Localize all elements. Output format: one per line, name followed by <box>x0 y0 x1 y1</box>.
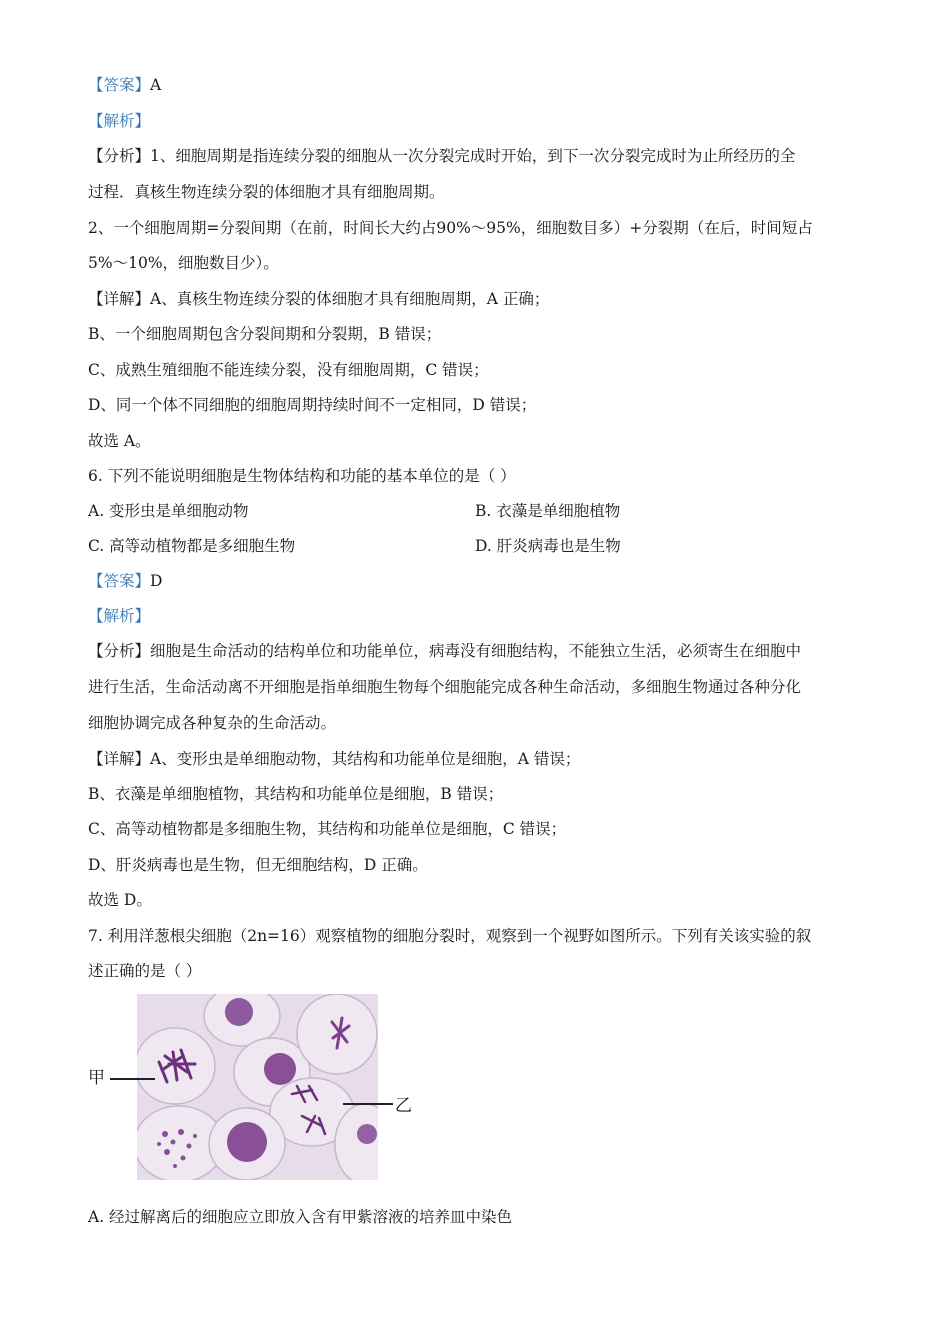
chromatin-dot <box>187 1144 192 1149</box>
chromatin-dot <box>157 1142 161 1146</box>
chromatin-dot <box>164 1149 170 1155</box>
detail-tag: 【详解】 <box>88 750 151 768</box>
nucleus <box>227 1122 267 1162</box>
q6-option-a: A. 变形虫是单细胞动物 <box>88 502 249 520</box>
q6-stem: 6. 下列不能说明细胞是生物体结构和功能的基本单位的是（ ） <box>88 467 516 485</box>
micrograph-svg <box>137 994 378 1180</box>
fenxi-tag: 【分析】 <box>88 642 151 660</box>
q6-detail-line-a <box>88 748 580 770</box>
q5-detail-line-a <box>88 288 549 310</box>
analysis-tag: 【解析】 <box>88 112 151 130</box>
chromatin-dot <box>181 1156 186 1161</box>
q5-fenxi-line-1 <box>88 145 795 167</box>
q6-fenxi-c: 细胞协调完成各种复杂的生命活动。 <box>88 714 337 732</box>
chromatin-dot <box>178 1129 184 1135</box>
q5-detail-a: A、真核生物连续分裂的体细胞才具有细胞周期，A 正确； <box>150 290 550 308</box>
nucleus <box>264 1053 296 1085</box>
q6-detail-c: C、高等动植物都是多细胞生物，其结构和功能单位是细胞，C 错误； <box>88 820 567 838</box>
q7-option-a: A. 经过解离后的细胞应立即放入含有甲紫溶液的培养皿中染色 <box>88 1208 513 1226</box>
chromatin-dot <box>171 1140 176 1145</box>
q5-fenxi-1a: 1、细胞周期是指连续分裂的细胞从一次分裂完成时开始，到下一次分裂完成时为止所经历的全 <box>150 147 796 165</box>
nucleus <box>225 998 253 1026</box>
q5-detail-c: C、成熟生殖细胞不能连续分裂，没有细胞周期，C 错误； <box>88 361 489 379</box>
q6-detail-b: B、衣藻是单细胞植物，其结构和功能单位是细胞，B 错误； <box>88 785 504 803</box>
q5-fenxi-2a: 2、一个细胞周期=分裂间期（在前，时间长大约占90%～95%，细胞数目多）+分裂期（在后，时间短占 <box>88 219 813 237</box>
q6-option-b: B. 衣藻是单细胞植物 <box>475 502 621 520</box>
q6-detail-a: A、变形虫是单细胞动物，其结构和功能单位是细胞，A 错误； <box>150 750 581 768</box>
chromatin-dot <box>173 1164 177 1168</box>
fenxi-tag: 【分析】 <box>88 147 151 165</box>
q5-conclusion: 故选 A。 <box>88 432 151 450</box>
detail-tag: 【详解】 <box>88 290 151 308</box>
q7-stem-a: 7. 利用洋葱根尖细胞（2n=16）观察植物的细胞分裂时，观察到一个视野如图所示。下列有关该实验的叙 <box>88 927 812 945</box>
q5-answer-line <box>88 74 161 96</box>
q6-fenxi-a: 细胞是生命活动的结构单位和功能单位，病毒没有细胞结构，不能独立生活，必须寄生在细胞中 <box>150 642 802 660</box>
q7-stem-b: 述正确的是（ ） <box>88 962 202 980</box>
nucleus <box>357 1124 377 1144</box>
leader-line-jia <box>110 1078 155 1080</box>
q5-fenxi-2b: 5%～10%，细胞数目少）。 <box>88 254 279 272</box>
q6-conclusion: 故选 D。 <box>88 891 152 909</box>
figure-label-jia: 甲 <box>88 1068 105 1088</box>
q6-detail-d: D、肝炎病毒也是生物，但无细胞结构，D 正确。 <box>88 856 428 874</box>
chromatin-dot <box>193 1134 197 1138</box>
answer-tag: 【答案】 <box>88 572 151 590</box>
q5-answer: A <box>150 76 162 94</box>
q6-option-c: C. 高等动植物都是多细胞生物 <box>88 537 296 555</box>
q6-fenxi-line-a <box>88 640 801 662</box>
q5-fenxi-1b: 过程．真核生物连续分裂的体细胞才具有细胞周期。 <box>88 183 445 201</box>
analysis-tag: 【解析】 <box>88 607 151 625</box>
chromatin-dot <box>162 1131 168 1137</box>
q6-fenxi-b: 进行生活，生命活动离不开细胞是指单细胞生物每个细胞能完成各种生命活动，多细胞生物通过各种分化 <box>88 678 802 696</box>
q6-option-d: D. 肝炎病毒也是生物 <box>475 537 621 555</box>
q5-detail-d: D、同一个体不同细胞的细胞周期持续时间不一定相同，D 错误； <box>88 396 537 414</box>
q6-answer-line <box>88 570 162 592</box>
leader-line-yi <box>343 1103 393 1105</box>
q6-analysis-tag <box>88 605 150 627</box>
answer-tag: 【答案】 <box>88 76 151 94</box>
q5-detail-b: B、一个细胞周期包含分裂间期和分裂期，B 错误； <box>88 325 442 343</box>
q6-answer: D <box>150 572 163 590</box>
onion-root-tip-micrograph <box>137 994 378 1180</box>
figure-label-yi: 乙 <box>395 1096 412 1116</box>
q5-analysis-tag <box>88 110 150 132</box>
